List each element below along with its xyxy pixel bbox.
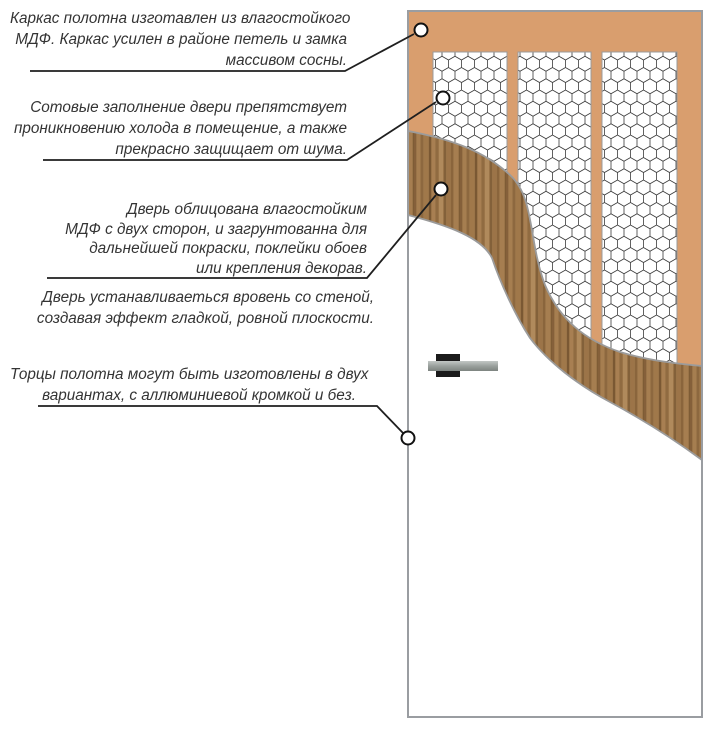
- honeycomb-leader-line: [43, 102, 436, 160]
- annotation-frame-line: МДФ. Каркас усилен в районе петель и замка: [15, 31, 347, 48]
- annotation-frame-line: массивом сосны.: [225, 52, 347, 69]
- annotation-veneer-line: дальнейшей покраски, поклейки обоев: [89, 240, 367, 257]
- annotation-honeycomb-line: проникновению холода в помещение, а также: [13, 120, 347, 137]
- annotation-honeycomb-line: Сотовые заполнение двери препятствует: [30, 99, 347, 116]
- annotation-edge-variants-line: вариантах, с аллюминиевой кромкой и без.: [42, 386, 356, 404]
- edge-leader-line: [38, 406, 403, 433]
- edge-marker-icon: [402, 432, 415, 445]
- annotation-veneer-line: или крепления декорав.: [196, 259, 367, 277]
- annotation-veneer-line: МДФ с двух сторон, и загрунтованна для: [65, 220, 367, 238]
- frame-leader-line: [30, 34, 414, 71]
- annotation-edge-variants-line: Торцы полотна могут быть изготовлены в двух: [10, 366, 369, 383]
- annotation-honeycomb-line: прекрасно защищает от шума.: [115, 141, 347, 158]
- annotation-veneer-line: Дверь облицована влагостойким: [126, 201, 367, 218]
- veneer-leader-line: [47, 195, 436, 278]
- annotation-flush-mount-line: Дверь устанавливаеться вровень со стеной,: [42, 289, 374, 306]
- veneer-marker-icon: [435, 183, 448, 196]
- honeycomb-marker-icon: [437, 92, 450, 105]
- annotation-frame-line: Каркас полотна изготавлен из влагостойкого: [10, 10, 351, 27]
- annotation-flush-mount-line: создавая эффект гладкой, ровной плоскости.: [36, 309, 374, 327]
- frame-marker-icon: [415, 24, 428, 37]
- door-handle-lever: [428, 361, 498, 371]
